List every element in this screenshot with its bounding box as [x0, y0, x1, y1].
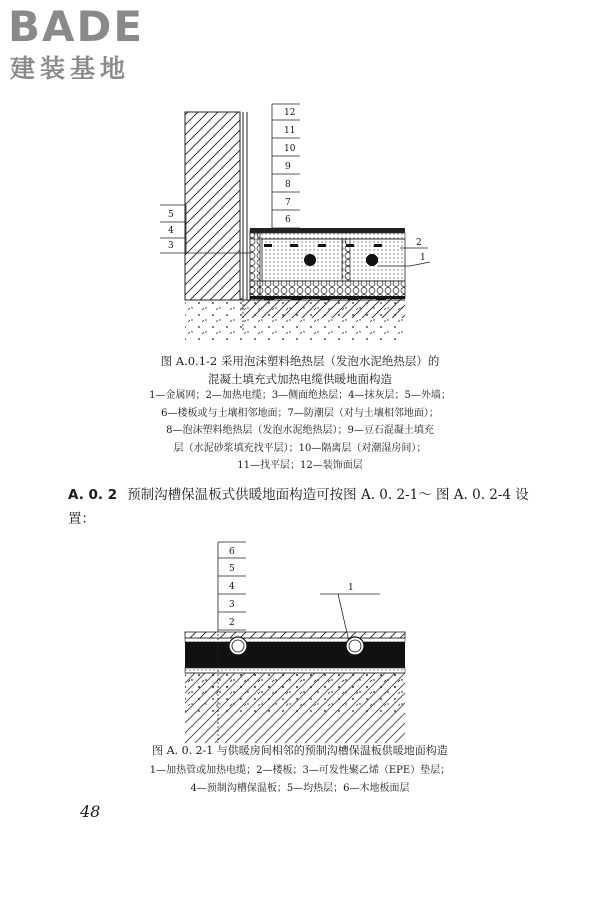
figure-1-diagram — [0, 0, 600, 360]
figure-1-legend — [90, 387, 510, 475]
figure-1-caption — [110, 352, 490, 388]
figure-1-caption-line1: 图 A.0.1-2 采用泡沫塑料绝热层（发泡水泥绝热层）的 — [160, 354, 440, 368]
fig2-label-6: 6 — [229, 547, 235, 557]
section-number: A. 0. 2 — [68, 487, 118, 503]
fig1-label-10: 10 — [284, 144, 296, 154]
page-number: 48 — [80, 802, 101, 821]
fig2-label-2: 2 — [229, 618, 235, 628]
fig2-label-1: 1 — [348, 583, 354, 593]
fig1-label-1: 1 — [420, 253, 426, 263]
figure-1-legend-line: 11—找平层；12—装饰面层 — [237, 460, 363, 471]
section-a02-paragraph — [68, 483, 538, 531]
fig2-label-4: 4 — [229, 582, 235, 592]
fig2-label-3: 3 — [229, 600, 235, 610]
figure-1-legend-line: 层（水泥砂浆填充找平层）；10—隔离层（对潮湿房间）； — [173, 442, 427, 454]
fig2-label-5: 5 — [229, 564, 235, 574]
fig1-label-4: 4 — [168, 226, 174, 236]
logo-text-cn: 建装基地 — [10, 54, 131, 83]
figure-1-legend-line: 6—楼板或与土壤相邻地面；7—防潮层（对与土壤相邻地面）； — [161, 407, 439, 419]
figure-2-legend-line: 1—加热管或加热电缆；2—楼板；3—可发性聚乙烯（EPE）垫层； — [149, 765, 451, 776]
fig1-label-6: 6 — [285, 215, 291, 225]
figure-1-caption-line2: 混凝土填充式加热电缆供暖地面构造 — [208, 372, 392, 386]
figure-1-legend-line: 8—泡沫塑料绝热层（发泡水泥绝热层）；9—豆石混凝土填充 — [166, 425, 434, 436]
fig1-label-9: 9 — [285, 162, 291, 172]
fig1-label-12: 12 — [284, 108, 296, 118]
fig1-label-2: 2 — [416, 238, 422, 248]
section-text: 预制沟槽保温板式供暖地面构造可按图 A. 0. 2-1～ 图 A. 0. 2-4 设置： — [68, 487, 529, 527]
logo-text-en: BADE — [8, 2, 145, 51]
figure-2-legend — [80, 762, 520, 797]
figure-2-diagram — [0, 528, 600, 748]
figure-2-caption: 图 A. 0. 2-1 与供暖房间相邻的预制沟槽保温板供暖地面构造 — [152, 744, 448, 757]
figure-1-legend-line: 1—金属网；2—加热电缆；3—侧面绝热层；4—抹灰层；5—外墙； — [149, 390, 451, 401]
fig1-label-7: 7 — [285, 198, 291, 208]
fig1-label-5: 5 — [168, 210, 174, 220]
fig1-label-11: 11 — [284, 126, 296, 136]
fig1-label-3: 3 — [168, 241, 174, 251]
figure-2-legend-line: 4—预制沟槽保温板；5—均热层；6—木地板面层 — [190, 782, 410, 794]
fig1-label-8: 8 — [285, 180, 291, 190]
